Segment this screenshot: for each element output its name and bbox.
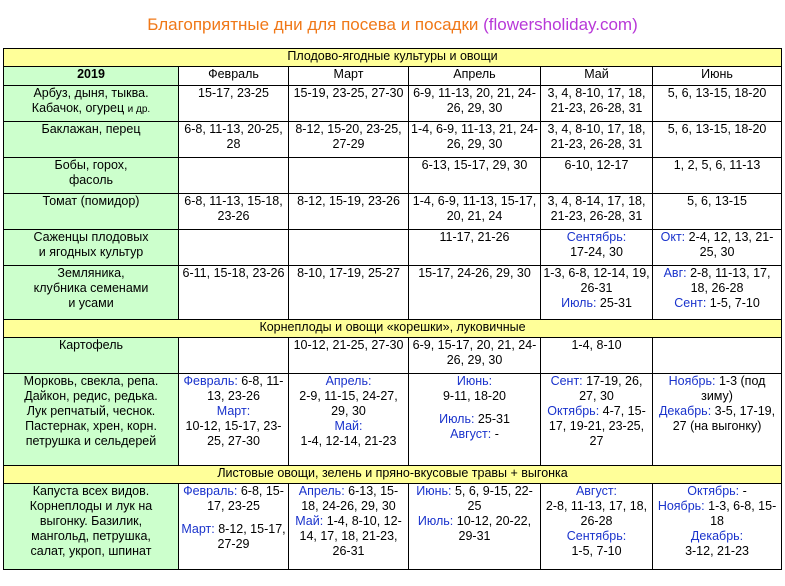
planting-calendar-table: [3, 48, 782, 570]
cell-1: [179, 374, 289, 466]
month-label: Июль:: [417, 514, 454, 528]
cell-jun: [653, 338, 782, 374]
crop-label: Бобы, горох,: [54, 158, 128, 172]
day-range: -: [739, 484, 747, 498]
day-range: 1-3, 6-8, 12-14, 19, 26-31: [543, 266, 650, 295]
month-label: Сент:: [674, 296, 707, 310]
section-roots: Корнеплоды и овощи «корешки», луковичные: [4, 320, 782, 338]
day-range: 1-4, 8-10, 12-14, 17, 18, 21-23, 26-31: [299, 514, 402, 558]
day-range: 2-9, 11-15, 24-27, 29, 30: [299, 389, 398, 418]
cell-apr: 6-9, 11-13, 20, 21, 24-26, 29, 30: [409, 86, 541, 122]
crop-label: клубника семенами: [33, 281, 149, 295]
day-range: 25-31: [474, 412, 510, 426]
month-label: Сентябрь:: [566, 529, 627, 543]
cell-may: [541, 230, 653, 266]
crop-cell: [4, 230, 179, 266]
month-label: Июль:: [439, 412, 475, 426]
cell-3: [409, 374, 541, 466]
month-jun: Июнь: [653, 67, 782, 86]
month-apr: Апрель: [409, 67, 541, 86]
day-range: 1-4, 12-14, 21-23: [300, 434, 397, 448]
month-feb: Февраль: [179, 67, 289, 86]
month-label: Июнь:: [416, 484, 452, 498]
cell-feb: 15-17, 23-25: [179, 86, 289, 122]
month-label: Июль:: [561, 296, 597, 310]
crop-label: Лук репчатый, чеснок.: [26, 404, 156, 418]
page-title: [0, 10, 785, 40]
month-label: Апрель:: [298, 484, 345, 498]
cell-may: 3, 4, 8-14, 17, 18, 21-23, 26-28, 31: [541, 194, 653, 230]
cell-2: [289, 484, 409, 570]
crop-label: петрушка и сельдерей: [25, 434, 157, 448]
title-main: Благоприятные дни для посева и посадки: [147, 15, 479, 34]
day-range: 5, 6, 9-15, 22-25: [451, 484, 533, 513]
cell-feb: [179, 338, 289, 374]
crop-label: и усами: [68, 296, 114, 310]
month-label: Апрель:: [325, 374, 372, 388]
day-range: 3-5, 17-19, 27 (на выгонку): [672, 404, 776, 433]
cell-feb: [179, 158, 289, 194]
crop-cell: Томат (помидор): [4, 194, 179, 230]
day-range: -: [491, 427, 499, 441]
cell-feb: [179, 230, 289, 266]
cell-mar: 8-12, 15-20, 23-25, 27-29: [289, 122, 409, 158]
month-label: Июнь:: [456, 374, 493, 388]
month-label: Сент:: [550, 374, 583, 388]
day-range: 17-24, 30: [570, 245, 623, 259]
cell-may: 3, 4, 8-10, 17, 18, 21-23, 26-28, 31: [541, 122, 653, 158]
cell-may: 1-4, 8-10: [541, 338, 653, 374]
crop-label: Саженцы плодовых: [33, 230, 149, 244]
day-range: 25-31: [596, 296, 632, 310]
crop-cell: Баклажан, перец: [4, 122, 179, 158]
month-label: Февраль:: [183, 484, 238, 498]
crop-label: Земляника,: [57, 266, 125, 280]
crop-label: Корнеплоды и лук на: [29, 499, 153, 513]
cell-5: [653, 484, 782, 570]
section-row: [4, 466, 782, 484]
cell-4: [541, 374, 653, 466]
month-label: Авг:: [663, 266, 687, 280]
cell-jun: 1, 2, 5, 6, 11-13: [653, 158, 782, 194]
table-row: [4, 230, 782, 266]
cell-apr: 1-4, 6-9, 11-13, 15-17, 20, 21, 24: [409, 194, 541, 230]
cell-mar: 8-12, 15-19, 23-26: [289, 194, 409, 230]
table-row: [4, 338, 782, 374]
cell-apr: 6-9, 15-17, 20, 21, 24-26, 29, 30: [409, 338, 541, 374]
crop-cell: [4, 266, 179, 320]
crop-cell: [4, 484, 179, 570]
month-label: Март:: [181, 522, 215, 536]
table-row: [4, 374, 782, 466]
cell-jun: 5, 6, 13-15, 18-20: [653, 86, 782, 122]
cell-mar: 10-12, 21-25, 27-30: [289, 338, 409, 374]
title-site: (flowersholiday.com): [483, 15, 638, 34]
crop-label: Пастернак, хрен, корн.: [25, 419, 157, 433]
month-label: Май:: [295, 514, 324, 528]
month-label: Октябрь:: [687, 484, 740, 498]
day-range: 1-3, 6-8, 15-18: [704, 499, 777, 528]
year-cell: 2019: [4, 67, 179, 86]
header-row: [4, 67, 782, 86]
day-range: 2-8, 11-13, 17, 18, 26-28: [545, 499, 648, 528]
day-range: 1-5, 7-10: [706, 296, 760, 310]
table-row: [4, 158, 782, 194]
cell-apr: 6-13, 15-17, 29, 30: [409, 158, 541, 194]
day-range: 6-8, 15-17, 23-25: [207, 484, 284, 513]
cell-jun: [653, 266, 782, 320]
day-range: 9-11, 18-20: [442, 389, 506, 403]
month-label: Октябрь:: [547, 404, 600, 418]
day-range: 10-12, 15-17, 23-25, 27-30: [185, 419, 282, 448]
cell-apr: 1-4, 6-9, 11-13, 21, 24-26, 29, 30: [409, 122, 541, 158]
day-range: 6-8, 11-13, 23-26: [207, 374, 284, 403]
cell-may: 3, 4, 8-10, 17, 18, 21-23, 26-28, 31: [541, 86, 653, 122]
cell-2: [289, 374, 409, 466]
crop-cell: [4, 374, 179, 466]
cell-jun: [653, 230, 782, 266]
day-range: 10-12, 20-22, 29-31: [453, 514, 532, 543]
section-row: [4, 320, 782, 338]
month-label: Август:: [575, 484, 618, 498]
cell-3: [409, 484, 541, 570]
month-label: Декабрь:: [658, 404, 712, 418]
crop-note: и др.: [127, 104, 151, 115]
day-range: 1-5, 7-10: [571, 544, 622, 558]
crop-label: и ягодных культур: [38, 245, 144, 259]
cell-mar: [289, 230, 409, 266]
cell-mar: 15-19, 23-25, 27-30: [289, 86, 409, 122]
crop-cell: [4, 158, 179, 194]
section-fruit-veg: Плодово-ягодные культуры и овощи: [4, 49, 782, 67]
cell-jun: 5, 6, 13-15, 18-20: [653, 122, 782, 158]
crop-label: выгонку. Базилик,: [39, 514, 143, 528]
table-row: [4, 266, 782, 320]
cell-1: [179, 484, 289, 570]
crop-label: Морковь, свекла, репа.: [23, 374, 159, 388]
table-row: [4, 484, 782, 570]
crop-label: салат, укроп, шпинат: [30, 544, 152, 558]
day-range: 4-7, 15-17, 19-21, 23-25, 27: [548, 404, 646, 448]
table-row: [4, 86, 782, 122]
month-mar: Март: [289, 67, 409, 86]
section-greens: Листовые овощи, зелень и пряно-вкусовые травы + выгонка: [4, 466, 782, 484]
cell-apr: 11-17, 21-26: [409, 230, 541, 266]
month-label: Март:: [216, 404, 251, 418]
day-range: 17-19, 26, 27, 30: [579, 374, 643, 403]
cell-5: [653, 374, 782, 466]
crop-cell: [4, 86, 179, 122]
crop-label: Дайкон, редис, редька.: [24, 389, 158, 403]
cell-feb: 6-11, 15-18, 23-26: [179, 266, 289, 320]
month-label: Май:: [334, 419, 363, 433]
day-range: 2-4, 12, 13, 21-25, 30: [685, 230, 774, 259]
day-range: 1-3 (под зиму): [701, 374, 766, 403]
month-label: Ноябрь:: [668, 374, 716, 388]
month-label: Август:: [450, 427, 492, 441]
month-label: Окт:: [660, 230, 686, 244]
cell-may: [541, 266, 653, 320]
month-label: Февраль:: [183, 374, 238, 388]
cell-may: 6-10, 12-17: [541, 158, 653, 194]
cell-feb: 6-8, 11-13, 15-18, 23-26: [179, 194, 289, 230]
cell-apr: 15-17, 24-26, 29, 30: [409, 266, 541, 320]
section-row: [4, 49, 782, 67]
day-range: 2-8, 11-13, 17, 18, 26-28: [686, 266, 771, 295]
cell-jun: 5, 6, 13-15: [653, 194, 782, 230]
day-range: 3-12, 21-23: [685, 544, 749, 558]
month-label: Ноябрь:: [657, 499, 705, 513]
day-range: 8-12, 15-17, 27-29: [214, 522, 286, 551]
table-row: [4, 122, 782, 158]
cell-feb: 6-8, 11-13, 20-25, 28: [179, 122, 289, 158]
cell-4: [541, 484, 653, 570]
crop-label: Капуста всех видов.: [32, 484, 150, 498]
crop-label: Кабачок, огурец: [31, 101, 125, 115]
month-label: Декабрь:: [690, 529, 744, 543]
table-row: [4, 194, 782, 230]
month-label: Сентябрь:: [566, 230, 627, 244]
crop-label: мангольд, петрушка,: [31, 529, 151, 543]
crop-label: Арбуз, дыня, тыква.: [33, 86, 149, 100]
cell-mar: 8-10, 17-19, 25-27: [289, 266, 409, 320]
crop-label: фасоль: [68, 173, 114, 187]
crop-cell: Картофель: [4, 338, 179, 374]
cell-mar: [289, 158, 409, 194]
day-range: 6-13, 15-18, 24-26, 29, 30: [301, 484, 399, 513]
month-may: Май: [541, 67, 653, 86]
